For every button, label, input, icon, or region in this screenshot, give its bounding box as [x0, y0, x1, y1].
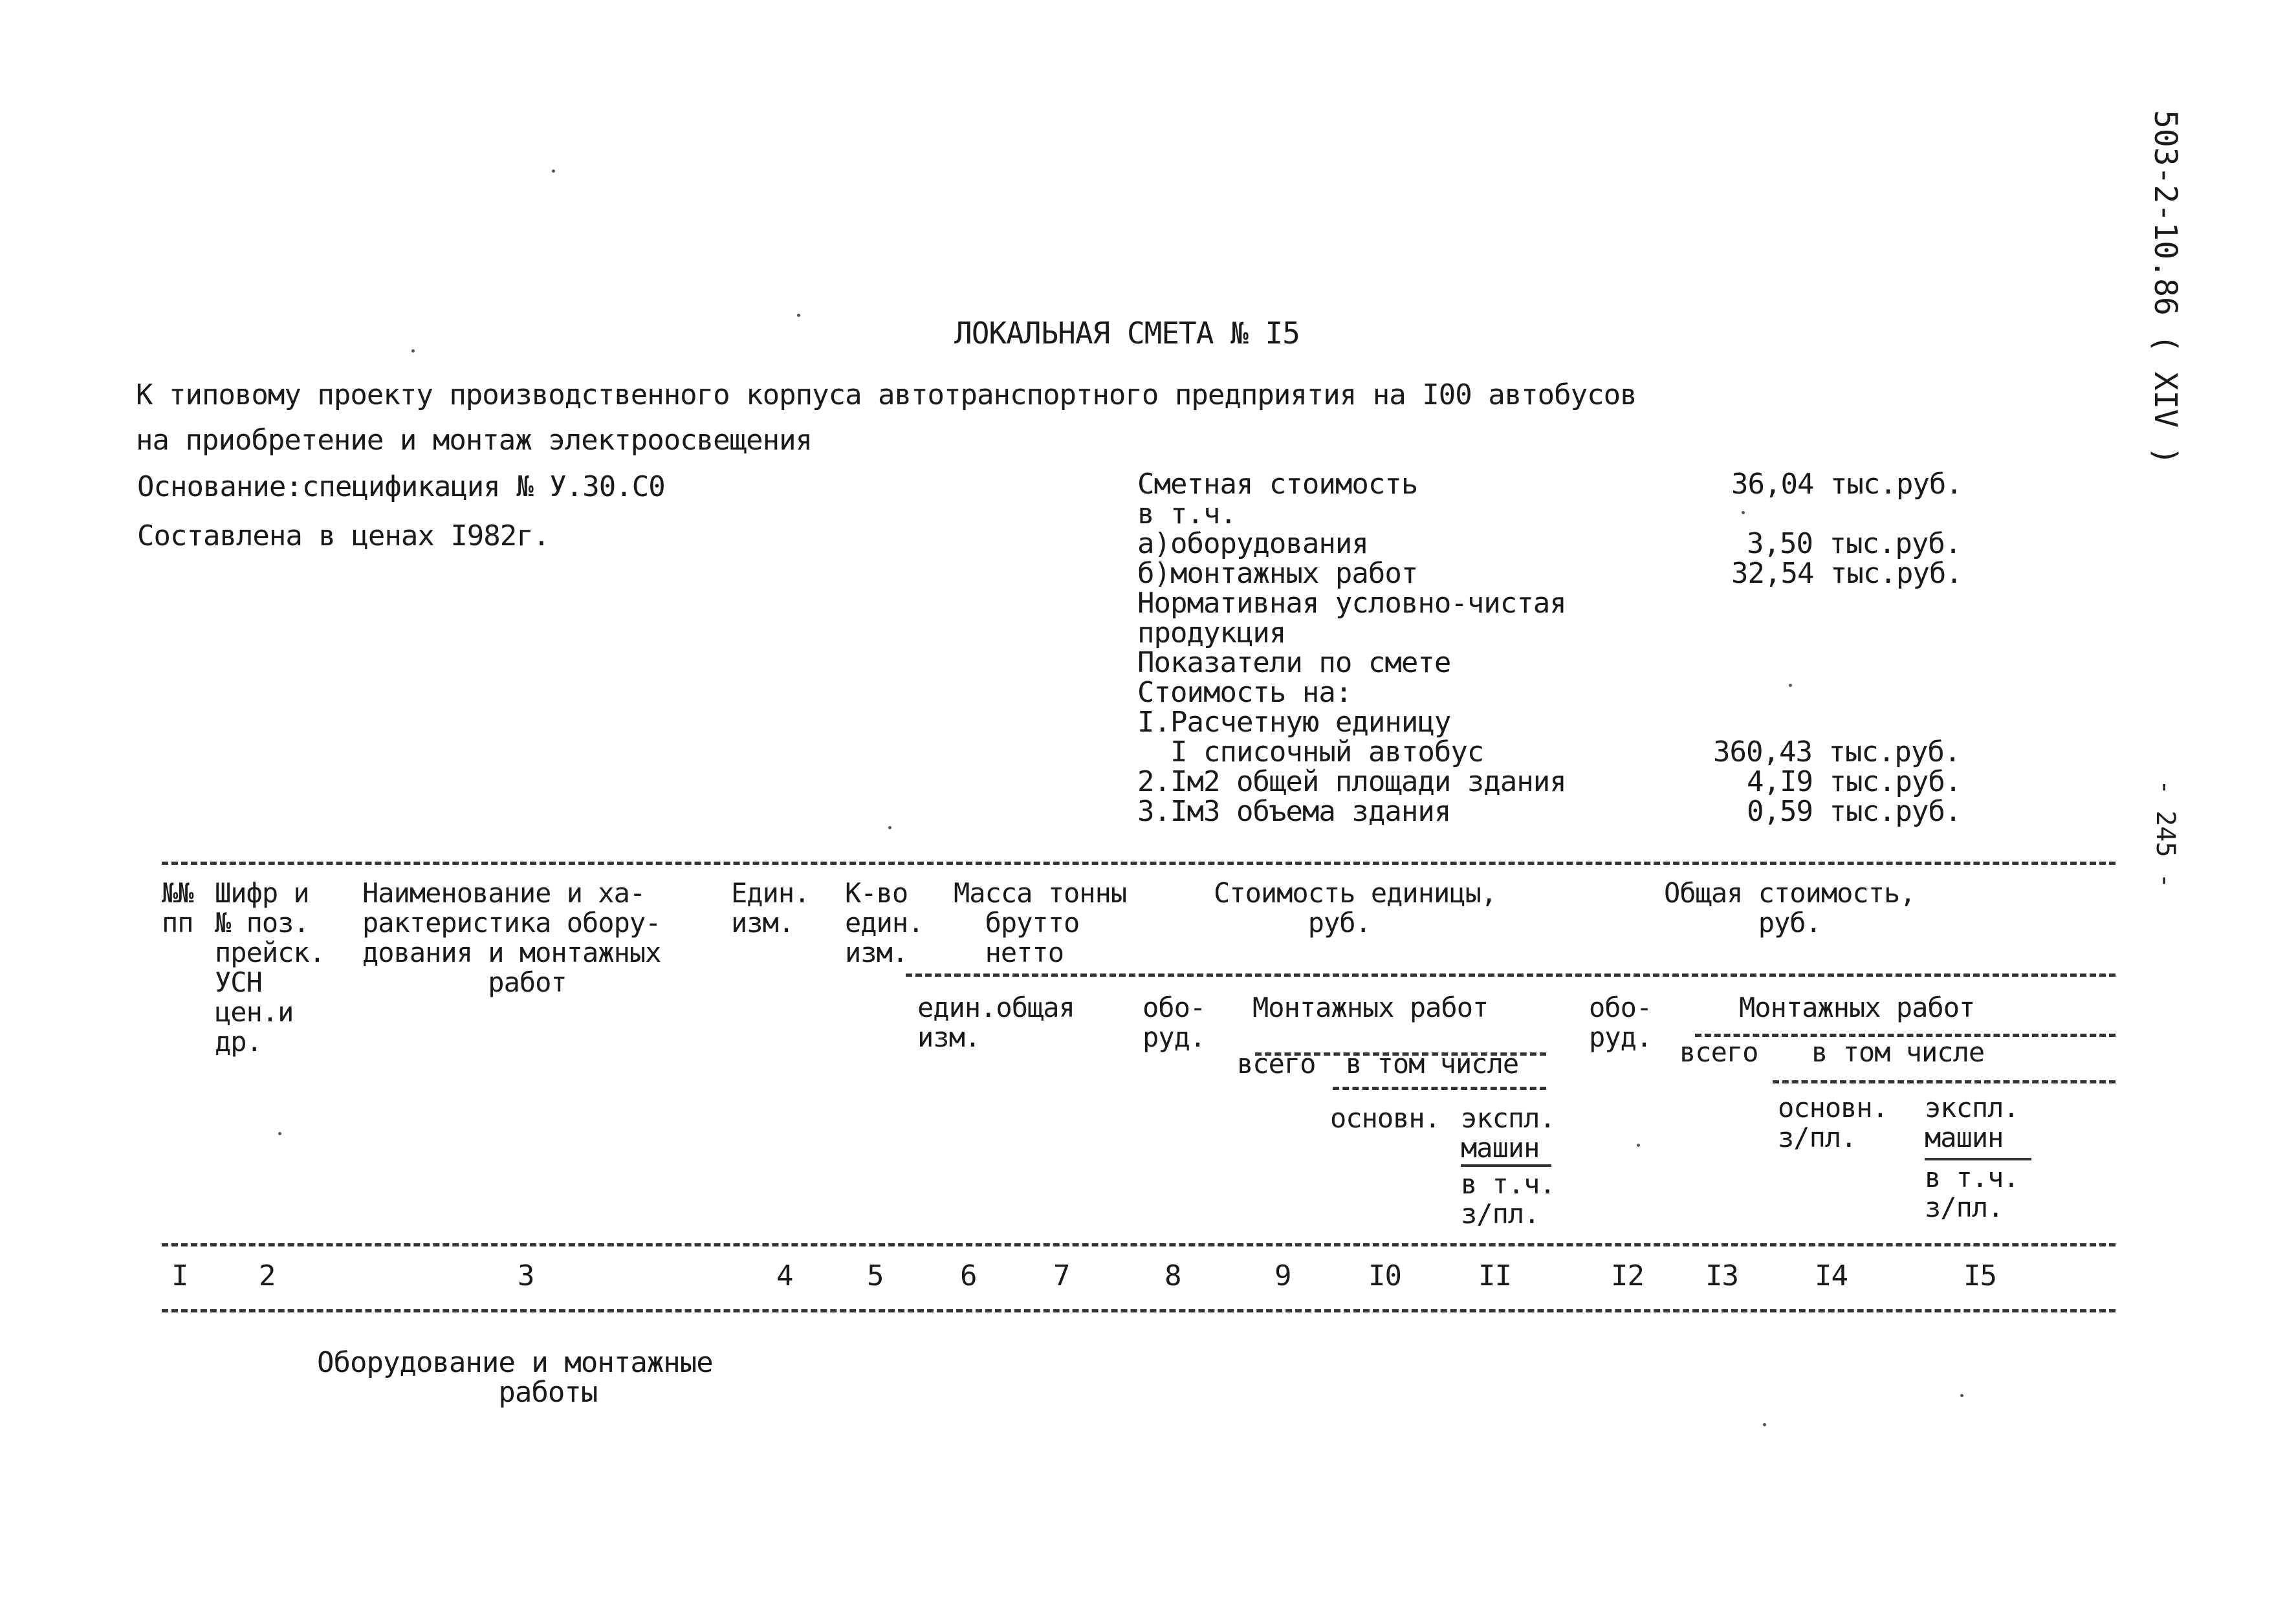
column-number: 2: [259, 1259, 276, 1292]
total-total-header: всего: [1679, 1036, 1758, 1068]
scope-description: на приобретение и монтаж электроосвещения: [136, 424, 813, 457]
col-quantity-header: К-во един. изм.: [845, 877, 924, 968]
col-number-header: №№ пп: [162, 877, 193, 939]
col-unit-header: Един. изм.: [731, 877, 810, 939]
summary-value: 36,04 тыс.руб.: [1731, 468, 1962, 501]
column-number: I0: [1368, 1259, 1401, 1292]
summary-label: Показатели по смете: [1137, 646, 1451, 679]
scan-speck: [1637, 1144, 1640, 1147]
total-mounting-header: Монтажных работ: [1739, 992, 1975, 1023]
scan-speck: [1763, 1423, 1766, 1426]
summary-label: 3.Iм3 объема здания: [1137, 795, 1451, 828]
scan-speck: [797, 314, 800, 317]
page-title: ЛОКАЛЬНАЯ СМЕТА № I5: [954, 316, 1300, 351]
unit-total-header: всего: [1237, 1048, 1316, 1080]
summary-value: 32,54 тыс.руб.: [1731, 557, 1962, 590]
scan-speck: [411, 349, 415, 353]
summary-label: б)монтажных работ: [1137, 557, 1418, 590]
scan-speck: [1960, 1394, 1963, 1397]
column-number: 9: [1274, 1259, 1291, 1292]
column-number: 4: [776, 1259, 793, 1292]
scan-speck: [888, 826, 891, 829]
column-number: 7: [1053, 1259, 1070, 1292]
summary-value: 0,59 тыс.руб.: [1747, 795, 1962, 828]
table-top-rule: [162, 862, 2116, 865]
column-number: I3: [1705, 1259, 1738, 1292]
summary-label: в т.ч.: [1137, 497, 1236, 530]
total-machine-header: экспл. машин: [1925, 1092, 2019, 1153]
summary-value: 360,43 тыс.руб.: [1713, 735, 1961, 768]
basis-line: Основание:спецификация № У.30.С0: [137, 470, 665, 503]
total-cost-header: Общая стоимость, руб.: [1664, 877, 1916, 939]
column-number: 5: [867, 1259, 884, 1292]
total-equipment-header: обо- руд.: [1589, 992, 1652, 1053]
header-mid-rule: [906, 974, 2116, 977]
unit-basic-wage-header: основн.: [1330, 1102, 1441, 1134]
page-number: - 245 -: [2150, 779, 2180, 889]
machine-underline: [1461, 1164, 1551, 1167]
unit-machine-header: экспл. машин: [1461, 1102, 1555, 1164]
summary-value: 4,I9 тыс.руб.: [1747, 765, 1962, 798]
summary-label: Сметная стоимость: [1137, 468, 1418, 501]
col-code-header: Шифр и № поз. прейск. УСН цен.и др.: [215, 877, 325, 1058]
numbers-top-rule: [162, 1243, 2116, 1246]
scan-speck: [278, 1132, 281, 1135]
summary-label: а)оборудования: [1137, 527, 1368, 560]
unit-mounting-header: Монтажных работ: [1252, 992, 1489, 1023]
summary-label: Стоимость на:: [1137, 676, 1352, 709]
column-number: II: [1478, 1259, 1511, 1292]
scan-speck: [552, 169, 555, 173]
header-sub-rule: [1333, 1087, 1546, 1090]
scan-speck: [1789, 684, 1792, 687]
col-mass-header: Масса тонны брутто нетто: [954, 877, 1127, 968]
column-number: I2: [1611, 1259, 1644, 1292]
prices-line: Составлена в ценах I982г.: [137, 519, 550, 552]
total-including-header: в том числе: [1811, 1036, 1985, 1068]
unit-machine-wage-header: в т.ч. з/пл.: [1461, 1168, 1555, 1230]
scan-speck: [1742, 511, 1745, 514]
column-number: 6: [960, 1259, 977, 1292]
unit-cost-header: Стоимость единицы, руб.: [1214, 877, 1497, 939]
unit-equipment-header: обо- руд.: [1143, 992, 1206, 1053]
numbers-bottom-rule: [162, 1309, 2116, 1312]
summary-label: I.Расчетную единицу: [1137, 706, 1451, 739]
summary-label: 2.Iм2 общей площади здания: [1137, 765, 1566, 798]
column-number: 8: [1164, 1259, 1181, 1292]
header-sub-rule: [1773, 1080, 2116, 1083]
col-name-header: Наименование и ха- рактеристика обору- дования и монтажных работ: [362, 877, 661, 998]
column-number: I4: [1815, 1259, 1848, 1292]
project-description: К типовому проекту производственного корпуса автотранспортного предприятия на I00 автобусов: [136, 378, 1637, 411]
total-machine-wage-header: в т.ч. з/пл.: [1925, 1162, 2019, 1223]
column-number: I5: [1963, 1259, 1996, 1292]
summary-label: продукция: [1137, 616, 1286, 649]
section-heading: Оборудование и монтажные работы: [317, 1346, 713, 1409]
unit-including-header: в том числе: [1346, 1048, 1519, 1080]
summary-value: 3,50 тыс.руб.: [1747, 527, 1962, 560]
column-number: I: [171, 1259, 188, 1292]
column-number: 3: [518, 1259, 534, 1292]
total-basic-wage-header: основн. з/пл.: [1778, 1092, 1888, 1153]
machine-underline: [1925, 1158, 2031, 1160]
mass-unit-total-header: един.общая изм.: [917, 992, 1075, 1053]
margin-code: 503-2-10.86 ( XIV ): [2147, 110, 2183, 466]
summary-label: I списочный автобус: [1137, 735, 1484, 768]
summary-label: Нормативная условно-чистая: [1137, 587, 1566, 620]
